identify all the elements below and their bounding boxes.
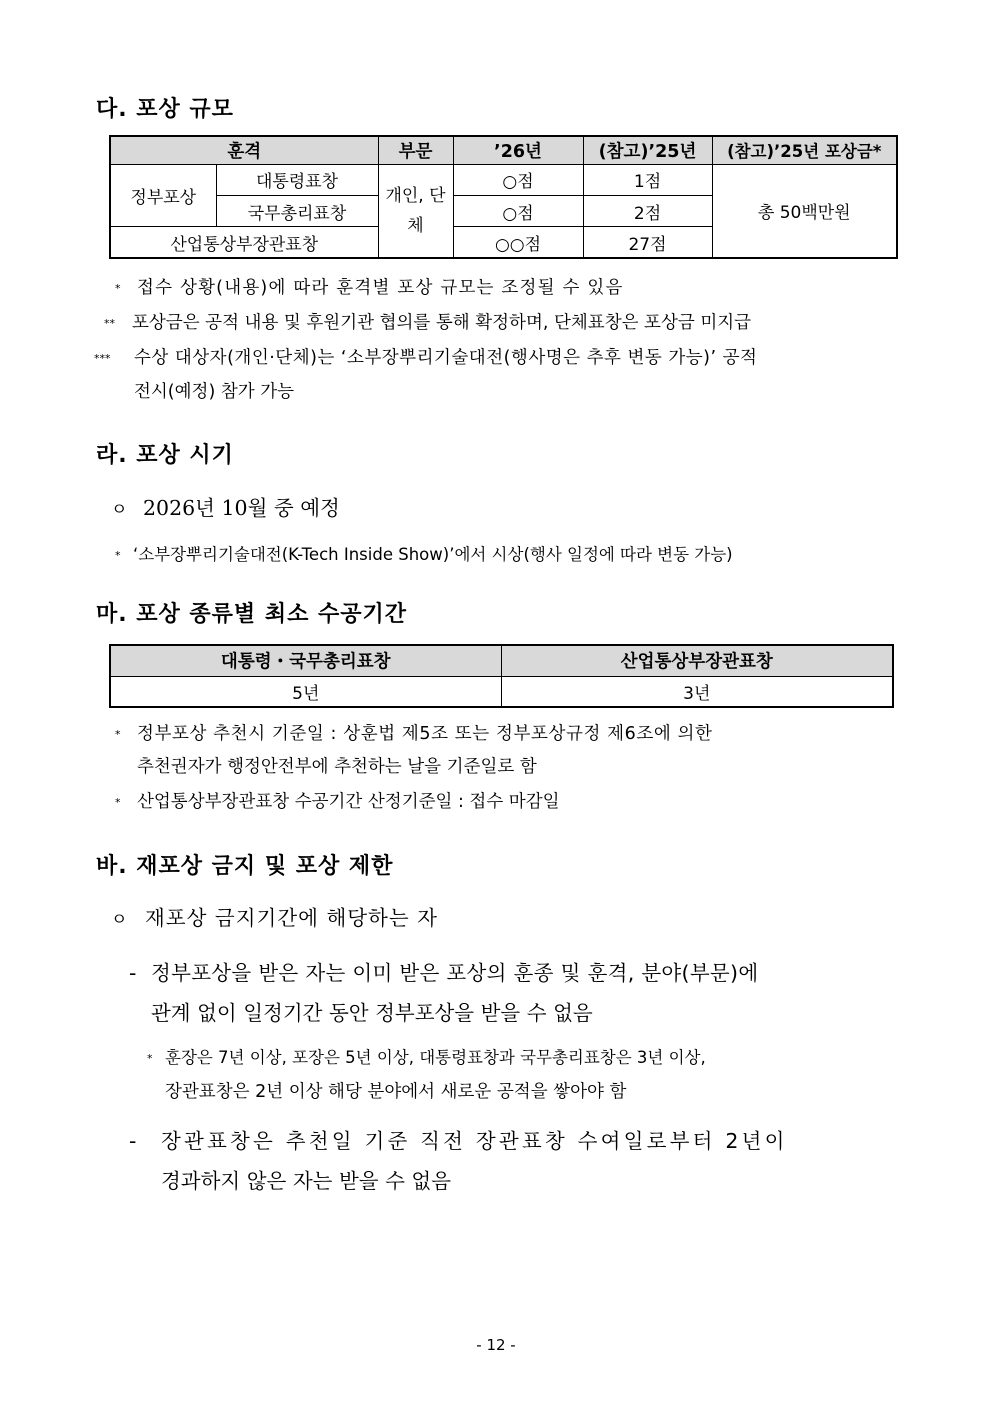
section-heading-min-service: 마. 포상 종류별 최소 수공기간 (96, 602, 408, 627)
section-heading-award-scale: 다. 포상 규모 (96, 97, 234, 122)
note-item: * 훈장은 7년 이상, 포장은 5년 이상, 대통령표창과 국무총리표창은 3년 이상, (147, 1048, 706, 1067)
note-item: * 산업통상부장관표창 수공기간 산정기준일 : 접수 마감일 (115, 792, 560, 812)
count-2026: ○점 (453, 164, 583, 195)
category-cell: 개인, 단체 (378, 164, 453, 258)
note-continuation: 전시(예정) 참가 가능 (134, 382, 295, 402)
page-number: - 12 - (476, 1336, 516, 1354)
note-item: * 정부포상 추천시 기준일 : 상훈법 제5조 또는 정부포상규정 제6조에 의한 (115, 724, 713, 744)
section-heading-reaward-ban: 바. 재포상 금지 및 포상 제한 (96, 854, 394, 879)
min-years-president-pm: 5년 (110, 676, 501, 707)
header-2025-ref: (참고)’25년 (583, 136, 712, 164)
dash-item: - 정부포상을 받은 자는 이미 받은 포상의 훈종 및 훈격, 분야(부문)에 (129, 961, 759, 985)
note-item: * ‘소부장뿌리기술대전(K-Tech Inside Show)’에서 시상(행사 일정에 따라 변동 가능) (115, 545, 733, 564)
award-name: 국무총리표창 (216, 195, 378, 226)
note-continuation: 장관표창은 2년 이상 해당 분야에서 새로운 공적을 쌓아야 함 (165, 1082, 627, 1102)
dash-continuation: 경과하지 않은 자는 받을 수 없음 (161, 1169, 452, 1193)
note-continuation: 추천권자가 행정안전부에 추천하는 날을 기준일로 함 (137, 757, 537, 777)
count-2025: 1점 (583, 164, 712, 195)
dash-continuation: 관계 없이 일정기간 동안 정부포상을 받을 수 없음 (151, 1001, 593, 1025)
note-item: * 접수 상황(내용)에 따라 훈격별 포상 규모는 조정될 수 있음 (115, 278, 624, 298)
header-2025-prize: (참고)’25년 포상금* (712, 136, 897, 164)
header-minister: 산업통상부장관표창 (501, 645, 893, 676)
min-service-table (109, 644, 894, 708)
section-heading-award-timing: 라. 포상 시기 (96, 443, 234, 468)
header-category: 부문 (378, 136, 453, 164)
count-2026: ○○점 (453, 227, 583, 258)
header-award-grade: 훈격 (110, 136, 378, 164)
note-item: *** 수상 대상자(개인·단체)는 ‘소부장뿌리기술대전(행사명은 추후 변동 가능)’ 공적 (94, 348, 758, 368)
header-president-pm: 대통령・국무총리표창 (110, 645, 501, 676)
count-2025: 2점 (583, 195, 712, 226)
header-2026: ’26년 (453, 136, 583, 164)
group-label-government: 정부포상 (110, 164, 216, 227)
award-name: 대통령표창 (216, 164, 378, 195)
award-scale-table (109, 135, 898, 259)
prize-cell: 총 50백만원 (712, 164, 897, 258)
note-item: ** 포상금은 공적 내용 및 후원기관 협의를 통해 확정하며, 단체표창은 포상금 미지급 (104, 313, 752, 333)
dash-item: - 장관표창은 추천일 기준 직전 장관표창 수여일로부터 2년이 (129, 1129, 788, 1153)
bullet-item: ㅇ 2026년 10월 중 예정 (111, 496, 340, 520)
count-2025: 27점 (583, 227, 712, 258)
min-years-minister: 3년 (501, 676, 893, 707)
award-name: 산업통상부장관표창 (110, 227, 378, 258)
count-2026: ○점 (453, 195, 583, 226)
bullet-item: ㅇ 재포상 금지기간에 해당하는 자 (111, 906, 438, 930)
